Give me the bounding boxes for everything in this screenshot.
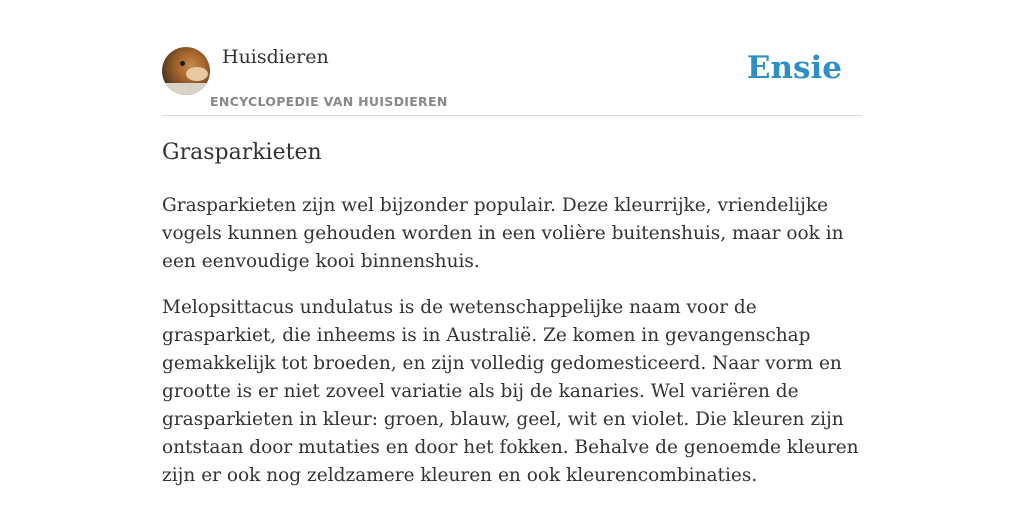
avatar-floor xyxy=(162,83,210,95)
page-container xyxy=(162,0,862,486)
avatar-dog-eye xyxy=(180,61,185,66)
site-header xyxy=(162,0,862,116)
category-avatar[interactable] xyxy=(162,47,210,95)
article-title: Grasparkieten xyxy=(162,140,322,165)
avatar-dog-snout xyxy=(186,67,208,81)
category-name-link[interactable]: Huisdieren xyxy=(222,46,329,68)
article-paragraph-1: Grasparkieten zijn wel bijzonder populair. Deze kleurrijke, vriendelijke vogels kunnen gehouden worden in een volière buitenshuis, maar ook in een eenvoudige kooi binnenshuis. xyxy=(162,195,844,272)
ensie-logo-link[interactable]: Ensie xyxy=(746,50,842,86)
category-subtitle: ENCYCLOPEDIE VAN HUISDIEREN xyxy=(210,94,448,109)
article-paragraph-2: Melopsittacus undulatus is de wetenschappelijke naam voor de grasparkiet, die inheems is in Australië. Ze komen in gevangenschap gemakkelijk tot broeden, en zijn volledig gedomesticeerd. Naar vorm en grootte is er niet zoveel variatie als bij de kanaries. Wel variëren de grasparkieten in kleur: groen, blauw, geel, wit en violet. Die kleuren zijn ontstaan door mutaties en door het fokken. Behalve de genoemde kleuren zijn er ook nog zeldzamere kleuren en ook kleurencombinaties. xyxy=(162,297,859,486)
